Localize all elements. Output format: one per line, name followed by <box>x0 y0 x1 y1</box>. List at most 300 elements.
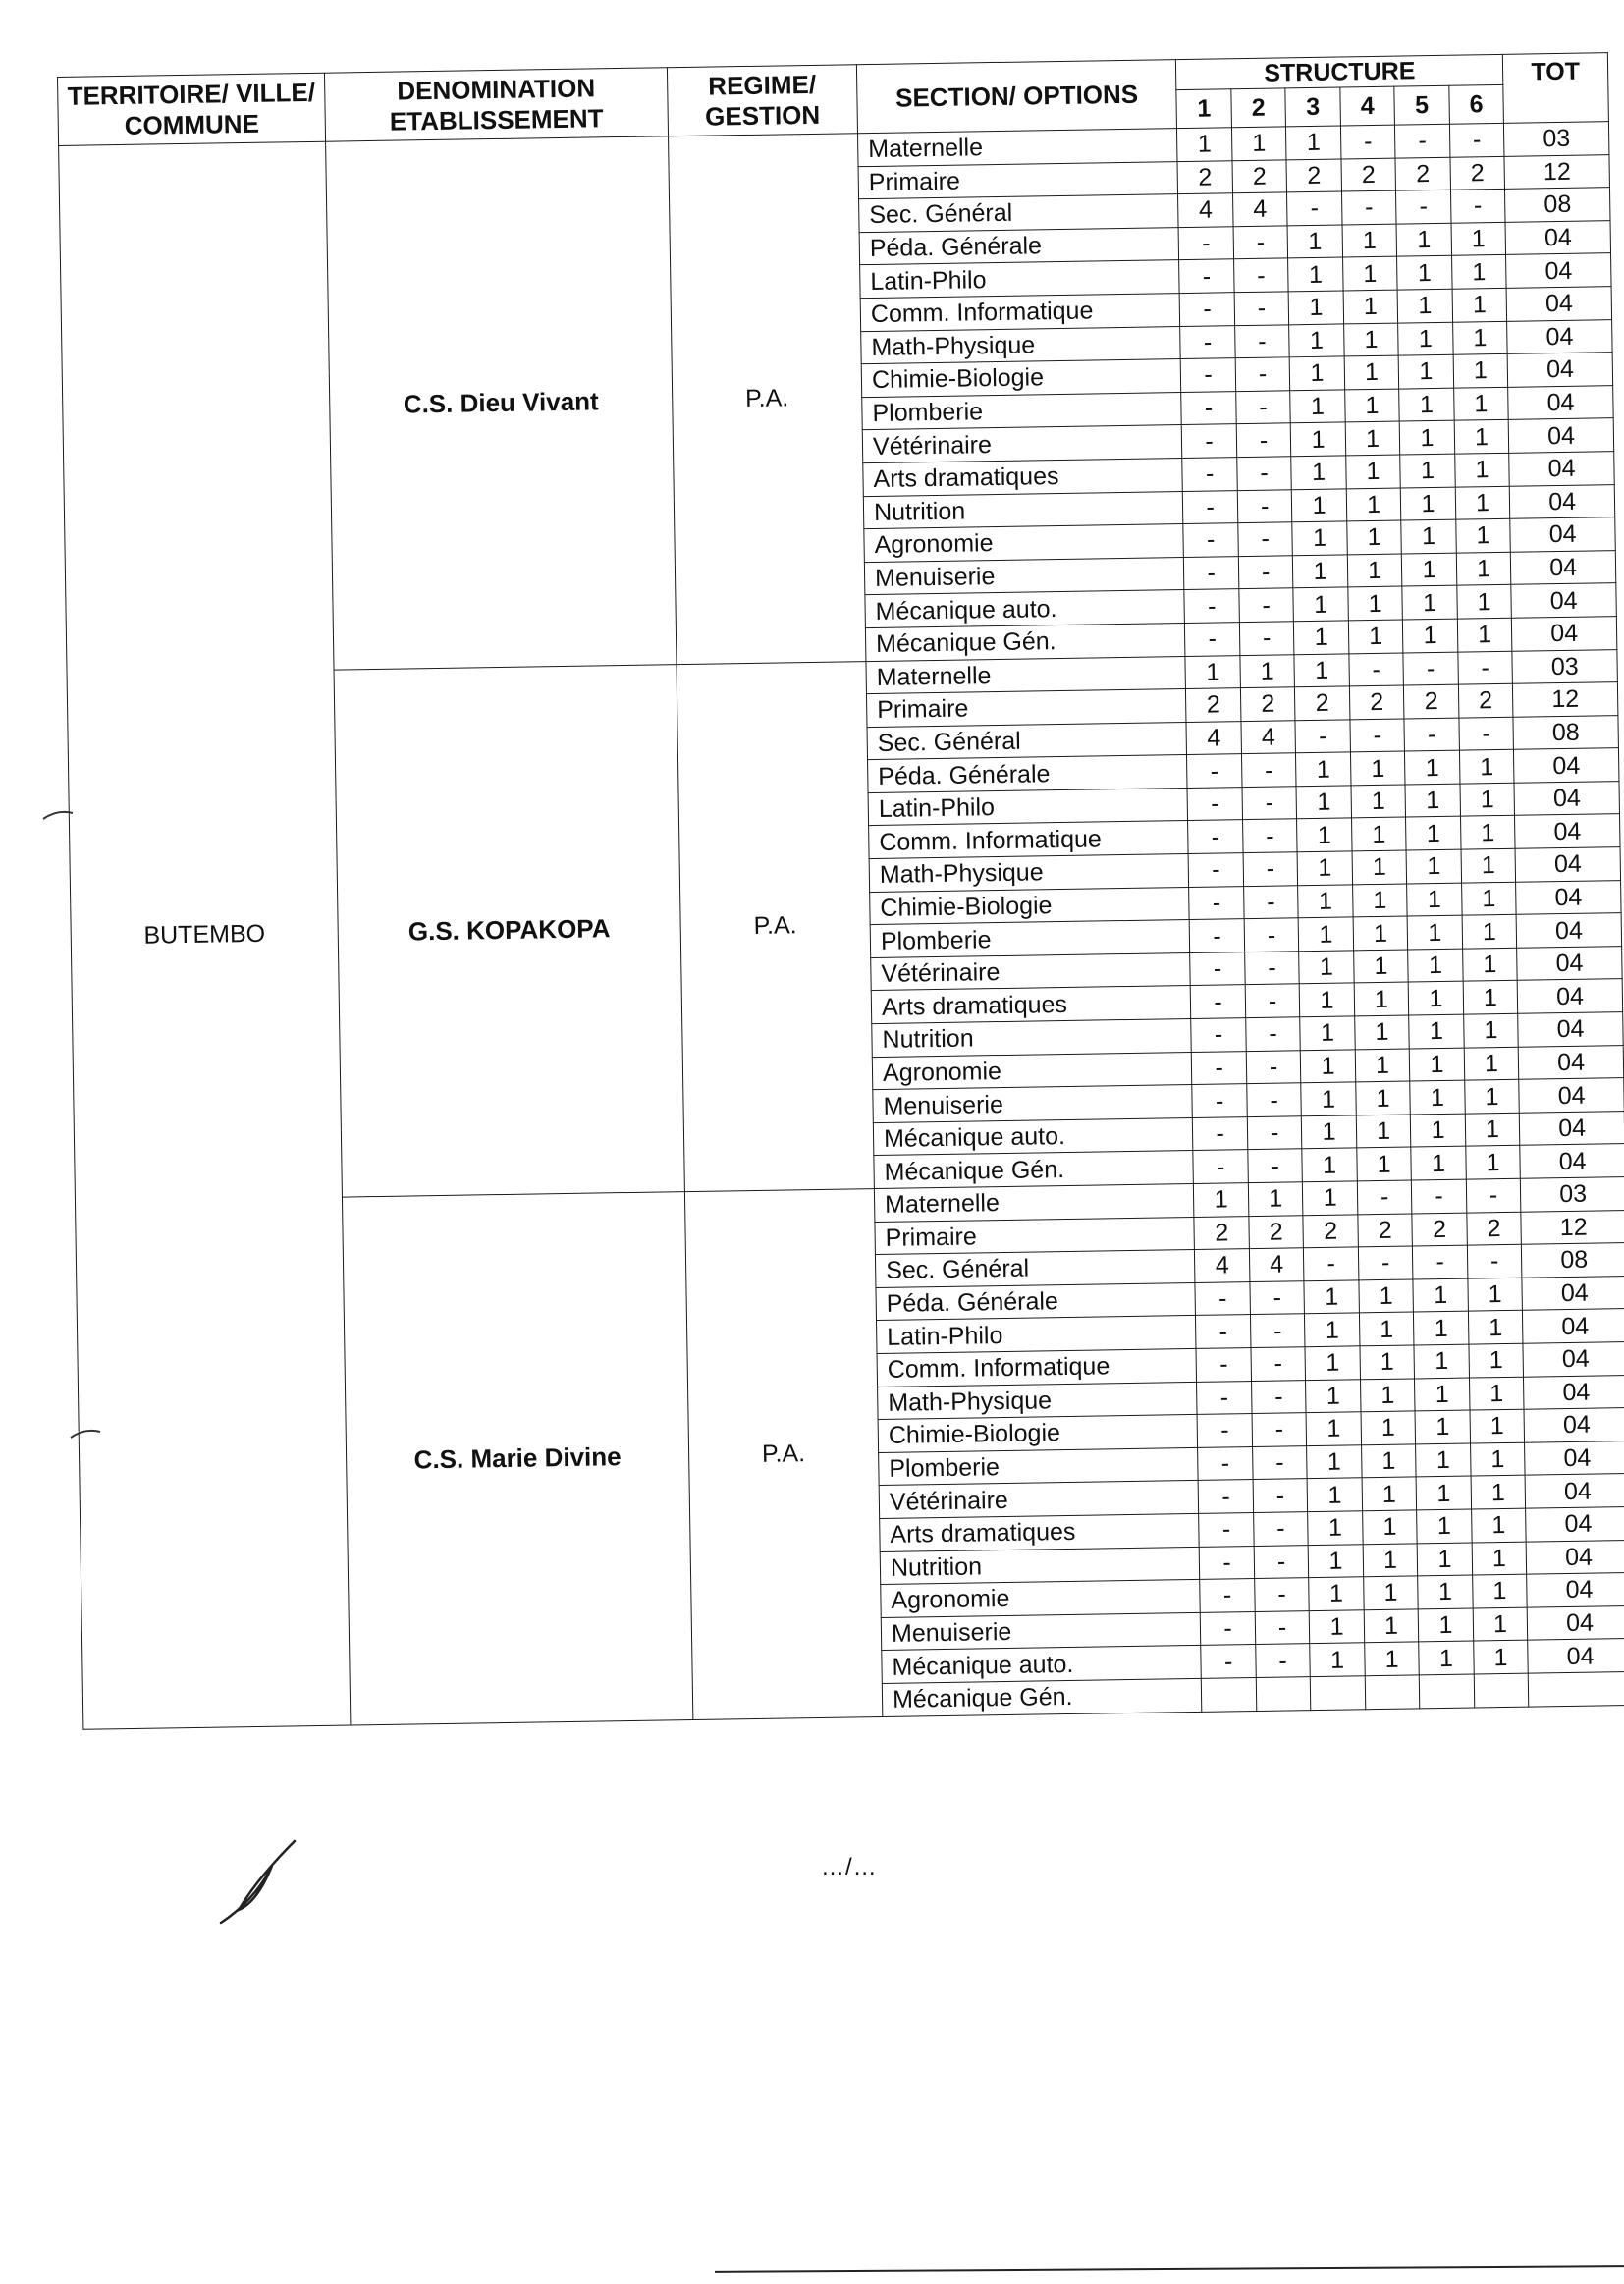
level-1-cell: - <box>1190 919 1245 952</box>
level-1-cell: 4 <box>1195 1249 1250 1282</box>
level-6-cell: 1 <box>1451 255 1506 289</box>
level-1-cell: - <box>1200 1546 1255 1579</box>
level-1-cell: - <box>1180 325 1235 358</box>
total-cell: 04 <box>1516 913 1621 948</box>
section-cell: Chimie-Biologie <box>861 359 1181 398</box>
header-structure: STRUCTURE <box>1176 54 1503 89</box>
level-6-cell: 1 <box>1456 552 1511 585</box>
level-2-cell: - <box>1239 622 1294 655</box>
level-3-cell: 1 <box>1301 1082 1356 1115</box>
level-3-cell: 1 <box>1288 291 1343 324</box>
level-2-cell: 2 <box>1249 1215 1304 1248</box>
level-4-cell: 1 <box>1345 421 1400 455</box>
level-4-cell: - <box>1350 719 1405 752</box>
level-1-cell: - <box>1189 886 1244 919</box>
level-5-cell: 1 <box>1405 750 1460 784</box>
level-2-cell: - <box>1237 489 1292 522</box>
regime-cell: P.A. <box>684 1189 883 1719</box>
section-cell: Vétérinaire <box>862 425 1182 463</box>
level-1-cell: - <box>1199 1512 1254 1546</box>
level-3-cell: 1 <box>1289 324 1344 357</box>
total-cell: 08 <box>1522 1243 1624 1278</box>
level-3-cell: - <box>1287 191 1342 225</box>
total-cell: 04 <box>1507 353 1612 387</box>
level-4-cell: 1 <box>1353 950 1408 983</box>
level-5-cell: 1 <box>1415 1378 1470 1411</box>
level-1-cell: - <box>1192 1084 1247 1117</box>
level-5-cell: 1 <box>1414 1311 1469 1344</box>
section-cell: Agronomie <box>881 1580 1201 1618</box>
level-4-cell: 1 <box>1348 620 1403 653</box>
level-1-cell: - <box>1185 623 1240 656</box>
level-1-cell: - <box>1179 293 1234 326</box>
header-denomination: DENOMINATION ETABLISSEMENT <box>325 68 669 141</box>
level-2-cell: - <box>1233 226 1288 259</box>
level-5-cell: 1 <box>1406 817 1461 850</box>
level-1-cell: - <box>1184 556 1239 589</box>
level-1-cell: - <box>1191 985 1246 1018</box>
level-2-cell: - <box>1234 292 1289 325</box>
level-6-cell: - <box>1459 717 1514 750</box>
level-4-cell: 2 <box>1341 158 1396 191</box>
total-cell: 04 <box>1511 550 1616 584</box>
level-3-cell: 1 <box>1297 851 1352 885</box>
section-cell: Latin-Philo <box>868 788 1188 826</box>
margin-tick-mark <box>67 1424 106 1443</box>
level-3-cell: 1 <box>1291 456 1346 489</box>
level-4-cell: 1 <box>1363 1576 1418 1609</box>
total-cell: 04 <box>1527 1573 1624 1607</box>
section-cell: Primaire <box>866 689 1186 728</box>
level-3-cell: 1 <box>1287 225 1342 258</box>
level-3-cell: 1 <box>1303 1181 1358 1215</box>
level-3-cell: - <box>1295 720 1350 753</box>
level-6-cell: 1 <box>1470 1409 1525 1442</box>
level-5-cell: 1 <box>1403 619 1458 652</box>
level-6-cell: 1 <box>1471 1508 1526 1542</box>
level-5-cell: 1 <box>1418 1575 1473 1608</box>
level-4-cell: 1 <box>1353 916 1408 950</box>
level-3-cell: 1 <box>1286 126 1341 159</box>
level-5-cell: - <box>1404 718 1459 751</box>
level-6-cell: 1 <box>1455 518 1510 552</box>
level-2-cell: 4 <box>1241 720 1296 753</box>
level-4-cell <box>1365 1675 1420 1709</box>
total-cell: 04 <box>1524 1408 1624 1442</box>
total-cell: 04 <box>1518 1045 1623 1079</box>
level-3-cell: 1 <box>1310 1610 1365 1644</box>
level-5-cell: 1 <box>1410 1080 1465 1114</box>
total-cell: 03 <box>1521 1177 1624 1212</box>
level-3-cell: 1 <box>1300 1016 1355 1050</box>
level-6-cell: 2 <box>1458 683 1513 717</box>
total-cell: 08 <box>1513 715 1618 749</box>
level-4-cell: 1 <box>1356 1081 1411 1115</box>
header-level-2: 2 <box>1231 88 1286 128</box>
level-5-cell <box>1420 1674 1475 1708</box>
section-cell: Arts dramatiques <box>880 1513 1200 1551</box>
level-6-cell: 1 <box>1472 1542 1527 1575</box>
level-5-cell: 1 <box>1406 849 1461 883</box>
level-1-cell: - <box>1183 490 1238 523</box>
level-4-cell: 1 <box>1343 290 1398 323</box>
total-cell: 04 <box>1511 583 1616 618</box>
establishment-name: G.S. KOPAKOPA <box>334 664 684 1197</box>
total-cell: 04 <box>1517 979 1622 1013</box>
level-4-cell: 1 <box>1342 224 1397 257</box>
level-2-cell: - <box>1246 1017 1301 1051</box>
section-cell: Menuiserie <box>873 1085 1193 1123</box>
level-2-cell: 2 <box>1240 687 1295 721</box>
level-5-cell: - <box>1412 1179 1467 1213</box>
level-3-cell: 1 <box>1297 818 1352 851</box>
section-cell: Mécanique auto. <box>865 590 1185 628</box>
level-2-cell: - <box>1255 1610 1310 1644</box>
level-1-cell: - <box>1188 820 1243 853</box>
total-cell: 04 <box>1508 418 1613 453</box>
table-body <box>59 122 1624 1729</box>
section-cell: Agronomie <box>864 524 1184 563</box>
level-1-cell: - <box>1183 523 1238 557</box>
margin-tick-mark <box>39 805 79 825</box>
section-cell: Plomberie <box>879 1447 1199 1486</box>
level-1-cell: 1 <box>1194 1183 1249 1217</box>
level-1-cell: - <box>1192 1051 1247 1084</box>
level-4-cell: 1 <box>1347 554 1402 587</box>
level-5-cell: - <box>1413 1245 1468 1278</box>
level-2-cell: - <box>1255 1578 1310 1611</box>
level-3-cell <box>1311 1676 1366 1710</box>
level-6-cell: 1 <box>1461 848 1516 882</box>
total-cell: 04 <box>1518 1012 1623 1047</box>
level-2-cell: 4 <box>1249 1248 1304 1281</box>
level-5-cell: 1 <box>1407 915 1462 949</box>
section-cell: Maternelle <box>874 1183 1194 1222</box>
level-5-cell: 1 <box>1413 1278 1468 1312</box>
level-5-cell: 1 <box>1402 585 1457 619</box>
total-cell: 04 <box>1514 748 1619 783</box>
section-cell: Primaire <box>875 1217 1195 1255</box>
total-cell: 04 <box>1524 1375 1624 1409</box>
total-cell: 04 <box>1517 946 1622 980</box>
level-4-cell: 1 <box>1351 785 1406 818</box>
section-cell: Péda. Générale <box>859 227 1179 265</box>
section-cell: Comm. Informatique <box>869 821 1189 859</box>
level-6-cell: 1 <box>1473 1640 1528 1673</box>
level-4-cell: 2 <box>1349 685 1404 719</box>
level-6-cell: 1 <box>1457 618 1512 651</box>
header-regime: REGIME/ GESTION <box>667 65 857 136</box>
level-4-cell: 1 <box>1361 1444 1416 1478</box>
level-6-cell: 1 <box>1465 1113 1520 1146</box>
level-6-cell: 1 <box>1463 1013 1518 1047</box>
establishment-name: C.S. Marie Divine <box>343 1192 693 1725</box>
level-6-cell: 1 <box>1463 981 1518 1014</box>
total-cell: 12 <box>1513 682 1618 717</box>
section-cell: Maternelle <box>866 656 1186 694</box>
level-4-cell: 1 <box>1347 520 1402 554</box>
section-cell: Latin-Philo <box>877 1316 1197 1354</box>
level-6-cell: - <box>1466 1178 1521 1212</box>
level-3-cell: 1 <box>1296 786 1351 819</box>
level-5-cell: 1 <box>1408 949 1463 982</box>
level-2-cell: - <box>1245 984 1300 1017</box>
header-level-1: 1 <box>1176 89 1231 129</box>
section-cell: Plomberie <box>862 392 1182 430</box>
level-2-cell: - <box>1247 1116 1302 1150</box>
section-cell: Péda. Générale <box>868 755 1188 793</box>
level-6-cell: 1 <box>1460 783 1515 816</box>
level-2-cell <box>1256 1677 1311 1711</box>
level-6-cell: 1 <box>1473 1607 1528 1641</box>
level-6-cell: 1 <box>1454 420 1509 454</box>
section-cell: Mécanique Gén. <box>874 1151 1194 1189</box>
level-1-cell: - <box>1198 1480 1253 1513</box>
level-3-cell: 1 <box>1309 1577 1364 1610</box>
section-cell: Math-Physique <box>861 326 1181 364</box>
level-5-cell: 1 <box>1396 223 1451 256</box>
level-1-cell: - <box>1200 1579 1255 1612</box>
section-cell: Arts dramatiques <box>871 986 1191 1024</box>
level-5-cell: 1 <box>1399 388 1454 421</box>
level-2-cell: - <box>1242 819 1297 852</box>
total-cell: 04 <box>1527 1605 1624 1640</box>
section-cell: Nutrition <box>880 1547 1200 1585</box>
level-5-cell: 1 <box>1399 421 1454 455</box>
total-cell: 04 <box>1509 452 1614 486</box>
section-cell: Math-Physique <box>878 1382 1198 1420</box>
level-2-cell: - <box>1245 952 1300 985</box>
level-5-cell: 1 <box>1397 256 1452 290</box>
total-cell: 04 <box>1526 1540 1624 1574</box>
level-1-cell: - <box>1198 1446 1253 1480</box>
section-cell: Nutrition <box>872 1019 1192 1058</box>
document-sheet <box>57 52 1624 1729</box>
level-5-cell: 1 <box>1418 1608 1473 1642</box>
level-1-cell: - <box>1181 358 1236 392</box>
level-3-cell: 1 <box>1308 1544 1363 1577</box>
total-cell: 04 <box>1514 781 1619 815</box>
level-2-cell: 1 <box>1231 127 1286 160</box>
level-2-cell: - <box>1241 753 1296 787</box>
level-1-cell: - <box>1188 853 1243 887</box>
level-6-cell: 2 <box>1450 156 1505 190</box>
total-cell: 04 <box>1522 1276 1624 1310</box>
level-1-cell: - <box>1193 1150 1248 1183</box>
section-cell: Sec. Général <box>875 1250 1195 1288</box>
level-6-cell: 1 <box>1452 288 1507 321</box>
level-5-cell: 1 <box>1415 1410 1470 1443</box>
total-cell: 12 <box>1504 154 1609 189</box>
total-cell: 04 <box>1519 1111 1624 1145</box>
level-2-cell: - <box>1237 457 1292 490</box>
section-cell: Chimie-Biologie <box>870 887 1190 925</box>
level-6-cell: 2 <box>1467 1212 1522 1245</box>
level-5-cell: 1 <box>1411 1147 1466 1180</box>
level-3-cell: 2 <box>1303 1214 1358 1247</box>
level-3-cell: 1 <box>1293 555 1348 588</box>
level-2-cell: - <box>1246 1050 1301 1083</box>
level-2-cell: - <box>1239 588 1294 622</box>
level-6-cell: 1 <box>1466 1146 1521 1179</box>
total-cell: 04 <box>1505 220 1610 254</box>
level-3-cell: 1 <box>1292 488 1347 521</box>
header-level-6: 6 <box>1449 84 1504 124</box>
total-cell: 04 <box>1516 880 1621 914</box>
level-2-cell: - <box>1238 556 1293 589</box>
level-6-cell: 1 <box>1469 1377 1524 1410</box>
section-cell: Comm. Informatique <box>877 1348 1197 1387</box>
total-cell <box>1528 1671 1624 1706</box>
level-5-cell: 1 <box>1398 322 1453 355</box>
section-cell: Péda. Générale <box>876 1282 1196 1321</box>
level-3-cell: 1 <box>1296 752 1351 786</box>
level-6-cell: 1 <box>1469 1343 1524 1377</box>
level-6-cell: - <box>1467 1244 1522 1278</box>
level-6-cell: 1 <box>1464 1047 1519 1080</box>
header-level-4: 4 <box>1340 86 1395 126</box>
level-4-cell: 1 <box>1354 1015 1409 1049</box>
level-1-cell: - <box>1201 1645 1256 1678</box>
total-cell: 04 <box>1515 814 1620 848</box>
level-5-cell: 1 <box>1416 1476 1471 1509</box>
level-4-cell: 1 <box>1361 1411 1416 1444</box>
level-6-cell: 1 <box>1472 1574 1527 1607</box>
level-6-cell: 1 <box>1454 453 1509 486</box>
level-3-cell: 1 <box>1294 621 1349 654</box>
section-cell: Plomberie <box>870 920 1190 958</box>
section-cell: Chimie-Biologie <box>878 1415 1198 1453</box>
level-3-cell: 1 <box>1306 1379 1361 1412</box>
total-cell: 04 <box>1525 1441 1624 1475</box>
level-2-cell: - <box>1243 885 1298 918</box>
level-4-cell: - <box>1341 190 1396 224</box>
total-cell: 04 <box>1506 287 1611 321</box>
level-4-cell: 1 <box>1363 1543 1418 1576</box>
level-6-cell: 1 <box>1470 1442 1525 1476</box>
territoire-cell: BUTEMBO <box>59 141 351 1729</box>
establishment-name: C.S. Dieu Vivant <box>326 136 677 670</box>
level-3-cell: 2 <box>1286 159 1341 192</box>
level-2-cell: - <box>1254 1545 1309 1578</box>
level-1-cell: - <box>1191 1018 1246 1052</box>
section-cell: Primaire <box>858 161 1178 199</box>
level-5-cell: 1 <box>1400 454 1455 487</box>
total-cell: 04 <box>1519 1078 1624 1113</box>
total-cell: 04 <box>1509 484 1614 518</box>
level-1-cell: - <box>1184 589 1239 623</box>
level-5-cell: 1 <box>1409 1048 1464 1081</box>
section-cell: Mécanique auto. <box>882 1646 1202 1684</box>
level-4-cell: 1 <box>1352 884 1407 917</box>
section-cell: Mécanique Gén. <box>865 623 1185 661</box>
level-3-cell: 1 <box>1298 917 1353 951</box>
level-1-cell: 2 <box>1194 1216 1249 1249</box>
section-cell: Agronomie <box>872 1052 1192 1090</box>
level-5-cell: 1 <box>1401 487 1456 520</box>
level-2-cell: - <box>1251 1347 1306 1381</box>
level-1-cell: - <box>1182 424 1237 458</box>
section-cell: Nutrition <box>863 491 1183 529</box>
level-3-cell: 1 <box>1293 587 1348 621</box>
level-2-cell: - <box>1236 423 1291 457</box>
section-cell: Comm. Informatique <box>860 294 1180 332</box>
level-4-cell: 1 <box>1346 455 1401 488</box>
level-5-cell: 1 <box>1419 1641 1474 1674</box>
level-3-cell: 1 <box>1301 1049 1356 1082</box>
level-4-cell: 1 <box>1360 1379 1415 1412</box>
level-4-cell: 1 <box>1360 1345 1415 1379</box>
section-cell: Mécanique auto. <box>873 1117 1193 1156</box>
bottom-rule <box>715 2265 1624 2273</box>
section-cell: Maternelle <box>858 129 1178 167</box>
total-cell: 04 <box>1526 1506 1624 1541</box>
level-5-cell: 1 <box>1398 354 1453 388</box>
level-5-cell: 1 <box>1402 553 1457 586</box>
level-6-cell: - <box>1458 651 1513 684</box>
level-3-cell: 1 <box>1302 1115 1357 1149</box>
level-1-cell: 1 <box>1177 128 1232 161</box>
level-1-cell: - <box>1193 1116 1248 1150</box>
section-cell: Mécanique Gén. <box>882 1678 1202 1716</box>
level-4-cell: 1 <box>1344 355 1399 389</box>
level-4-cell: 1 <box>1365 1642 1420 1675</box>
header-level-5: 5 <box>1394 85 1449 125</box>
header-level-3: 3 <box>1285 87 1340 127</box>
section-cell: Vétérinaire <box>871 952 1191 991</box>
level-2-cell: - <box>1256 1644 1311 1677</box>
total-cell: 04 <box>1523 1341 1624 1376</box>
level-6-cell: 1 <box>1453 387 1508 420</box>
level-6-cell: 1 <box>1452 321 1507 354</box>
level-1-cell: 2 <box>1177 160 1232 193</box>
level-2-cell: - <box>1238 522 1293 556</box>
level-4-cell: - <box>1349 653 1404 686</box>
level-4-cell: 1 <box>1359 1312 1414 1345</box>
level-3-cell: 1 <box>1307 1445 1362 1479</box>
level-2-cell: - <box>1247 1083 1302 1116</box>
handwritten-signature <box>211 1836 304 1925</box>
header-section: SECTION/ OPTIONS <box>856 60 1176 134</box>
total-cell: 04 <box>1510 517 1615 552</box>
section-cell: Menuiserie <box>864 557 1184 595</box>
level-6-cell: 1 <box>1455 486 1510 519</box>
level-6-cell: 1 <box>1451 222 1506 255</box>
level-6-cell: - <box>1450 190 1505 223</box>
level-5-cell: - <box>1396 190 1451 223</box>
level-1-cell: - <box>1195 1281 1250 1315</box>
level-3-cell: 1 <box>1305 1346 1360 1380</box>
level-4-cell: 1 <box>1364 1609 1419 1643</box>
level-1-cell: - <box>1178 226 1233 259</box>
regime-cell: P.A. <box>668 134 866 664</box>
level-6-cell: 1 <box>1457 585 1512 619</box>
level-2-cell: - <box>1252 1445 1307 1479</box>
level-4-cell: 1 <box>1348 586 1403 620</box>
level-2-cell: 2 <box>1232 159 1287 192</box>
level-6-cell: 1 <box>1464 1079 1519 1113</box>
level-6-cell: 1 <box>1453 353 1508 387</box>
level-1-cell: - <box>1187 754 1242 788</box>
level-5-cell: 1 <box>1417 1543 1472 1576</box>
level-2-cell: 4 <box>1232 192 1287 226</box>
level-6-cell: 1 <box>1461 882 1516 915</box>
level-3-cell: 1 <box>1308 1511 1363 1545</box>
level-1-cell: - <box>1196 1315 1251 1348</box>
level-1-cell: - <box>1201 1611 1256 1645</box>
schools-table <box>57 52 1624 1729</box>
level-4-cell: 1 <box>1356 1115 1411 1148</box>
